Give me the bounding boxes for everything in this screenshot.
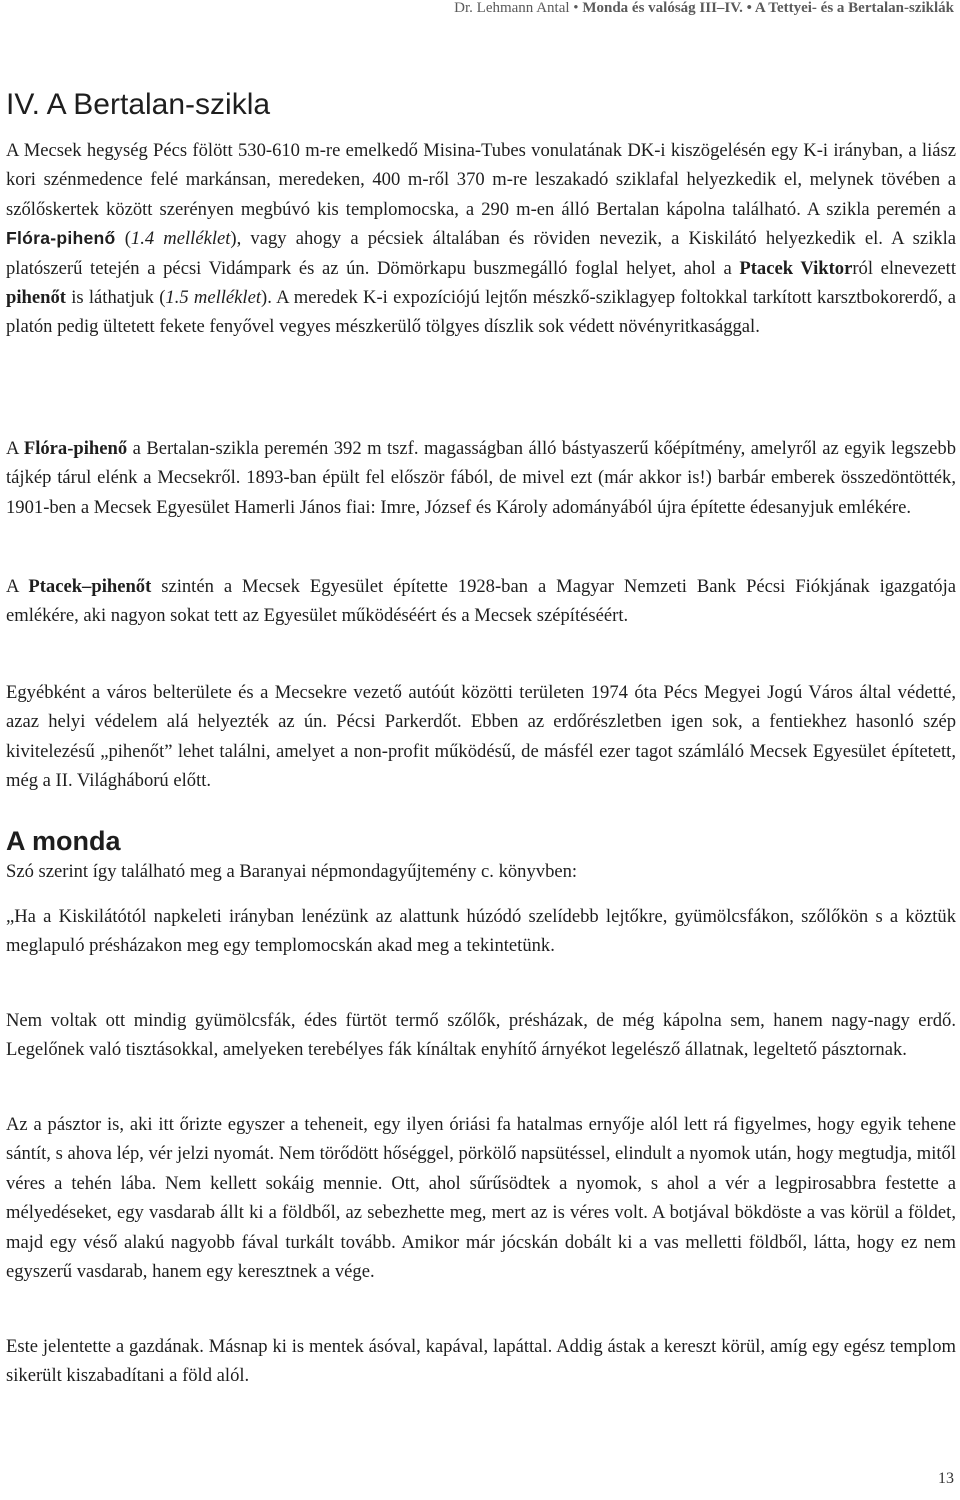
text-run: ról elnevezett [852, 257, 956, 279]
text-run: ), vagy ahogy a pécsiek általában és röviden nevezik, a Kiskilátó helyezkedik el. A szikla platószerű tetején a pécsi Vidámpark és az ún. Dömörkapu buszmegálló foglal helyet, ahol a [6, 228, 957, 279]
page-number: 13 [938, 1470, 954, 1487]
text-run: szintén a Mecsek Egyesület építette 1928-ban a Magyar Nemzeti Bank Pécsi Fiókjának igazgatója emlékére, aki nagyon sokat tett az Egyesület működéséért és a Mecsek szépítéséért. [6, 576, 956, 627]
quote-paragraph-4: Este jelentette a gazdának. Másnap ki is mentek ásóval, kapával, lapáttal. Addig ástak a kereszt körül, amíg egy egész templom sikerült kiszabadítani a föld alól. [6, 1336, 956, 1387]
header-author: Dr. Lehmann Antal • [454, 0, 579, 16]
appendix-ref: 1.5 melléklet [165, 287, 262, 309]
text-run: A Mecsek hegység Pécs fölött 530-610 m-re emelkedő Misina-Tubes vonulatának DK-i kiszögelésén egy K-i irányban, a liász kori szénmedence felé markánsan, meredeken, 400 m-ről 370 m-re leszakadó sziklafal helyezkedik el, melynek tövében a szőlőskertek között szerényen megbúvó kis templomocska, a 290 m-en álló Bertalan kápolna található. A szikla peremén a [6, 140, 956, 220]
bold-term: pihenőt [6, 287, 66, 309]
paragraph-ptacek [6, 572, 956, 631]
quote-paragraph-2: Nem voltak ott mindig gyümölcsfák, édes fürtöt termő szőlők, présházak, de még kápolna sem, hanem nagy-nagy erdő. Legelőnek való tisztásokkal, amelyeken terebélyes fák kínáltak enyhítő árnyékot legelésző állatnak, legeltető pásztornak. [6, 1010, 956, 1061]
paragraph-flora [6, 434, 956, 522]
bold-term: Flóra-pihenő [23, 438, 128, 459]
text-run: ( [115, 228, 131, 250]
monda-title: A monda [6, 826, 121, 856]
monda-intro: Szó szerint így található meg a Baranyai népmondagyűjtemény c. könyvben: [6, 861, 578, 882]
bold-term: Flóra-pihenő [6, 228, 116, 249]
text-run: is láthatjuk ( [65, 287, 166, 309]
paragraph-parkerdo: Egyébként a város belterülete és a Mecsekre vezető autóút közötti területen 1974 óta Pécs Megyei Jogú Város által védetté, azaz helyi védelem alá helyezték az ún. Pécsi Parkerdőt. Ebben az erdőrészletben igen sok, a fentiekhez hasonló szép kivitelezésű „pihenőt” lehet találni, amelyet a non-profit működésű, de másfél ezer tagot számláló Mecsek Egyesület építetett, még a II. Világháború előtt. [6, 682, 956, 792]
text-run: ). A meredek K-i expozíciójú lejtőn mészkő-sziklagyep foltokkal tarkított karsztbokorerdő, a platón pedig ültetett fekete fenyővel vegyes mészkerülő tölgyes díszlik sok védett növényritkasággal. [6, 287, 957, 338]
appendix-ref: 1.4 melléklet [130, 228, 231, 250]
quote-paragraph-3: Az a pásztor is, aki itt őrizte egyszer a teheneit, egy ilyen óriási fa hatalmas ernyője alól lett rá figyelmes, hogy egyik tehene sántít, s ahova lép, vér jelzi nyomát. Nem törődött hőséggel, pörkölő napsütéssel, elindult a nyomok után, hogy megtudja, mitől véres a tehén lába. Nem kellett sokáig mennie. Ott, ahol sűrűsödtek a nyomok, s ahol a vér a legpirosabbra festette a mélyedéseket, egy vasdarab állt ki a földből, az sebezhette meg, mert az is véres volt. A botjával bökdöste a vas körül a földet, majd egy véső alakú nagyobb fával turkált tovább. Amikor már jócskán dobált ki a vas melletti földből, látta, hogy ez nem egyszerű vasdarab, hanem egy keresztnek a vége. [6, 1114, 956, 1283]
paragraph-intro [6, 136, 956, 342]
text-run: A [6, 438, 24, 459]
monda-section [6, 825, 956, 886]
text-run: a Bertalan-szikla peremén 392 m tszf. magasságban álló bástyaszerű kőépítmény, amelyről az egyik legszebb tájkép tárul elénk a Mecsekről. 1893-ban épült fel először fából, de mivel ezt (már akkor is!) barbár emberek összedöntötték, 1901-ben a Mecsek Egyesület Hamerli János fiai: Imre, József és Károly adományából újra építette édesanyjuk emlékére. [6, 438, 956, 518]
header-title: Monda és valóság III–IV. • A Tettyei- és a Bertalan-sziklák [582, 0, 954, 16]
section-title: IV. A Bertalan-szikla [6, 88, 271, 121]
bold-term: Ptacek–pihenőt [28, 576, 152, 597]
bold-term: Ptacek Viktor [739, 257, 853, 279]
text-run: A [6, 576, 29, 597]
running-header [6, 0, 954, 22]
quote-paragraph-1: „Ha a Kiskilátótól napkeleti irányban lenézünk az alattunk húzódó szelídebb lejtőkre, gyümölcsfákon, szőlőkön s a köztük meglapuló présházakon meg egy templomocskán akad meg a tekintetünk. [6, 906, 956, 957]
